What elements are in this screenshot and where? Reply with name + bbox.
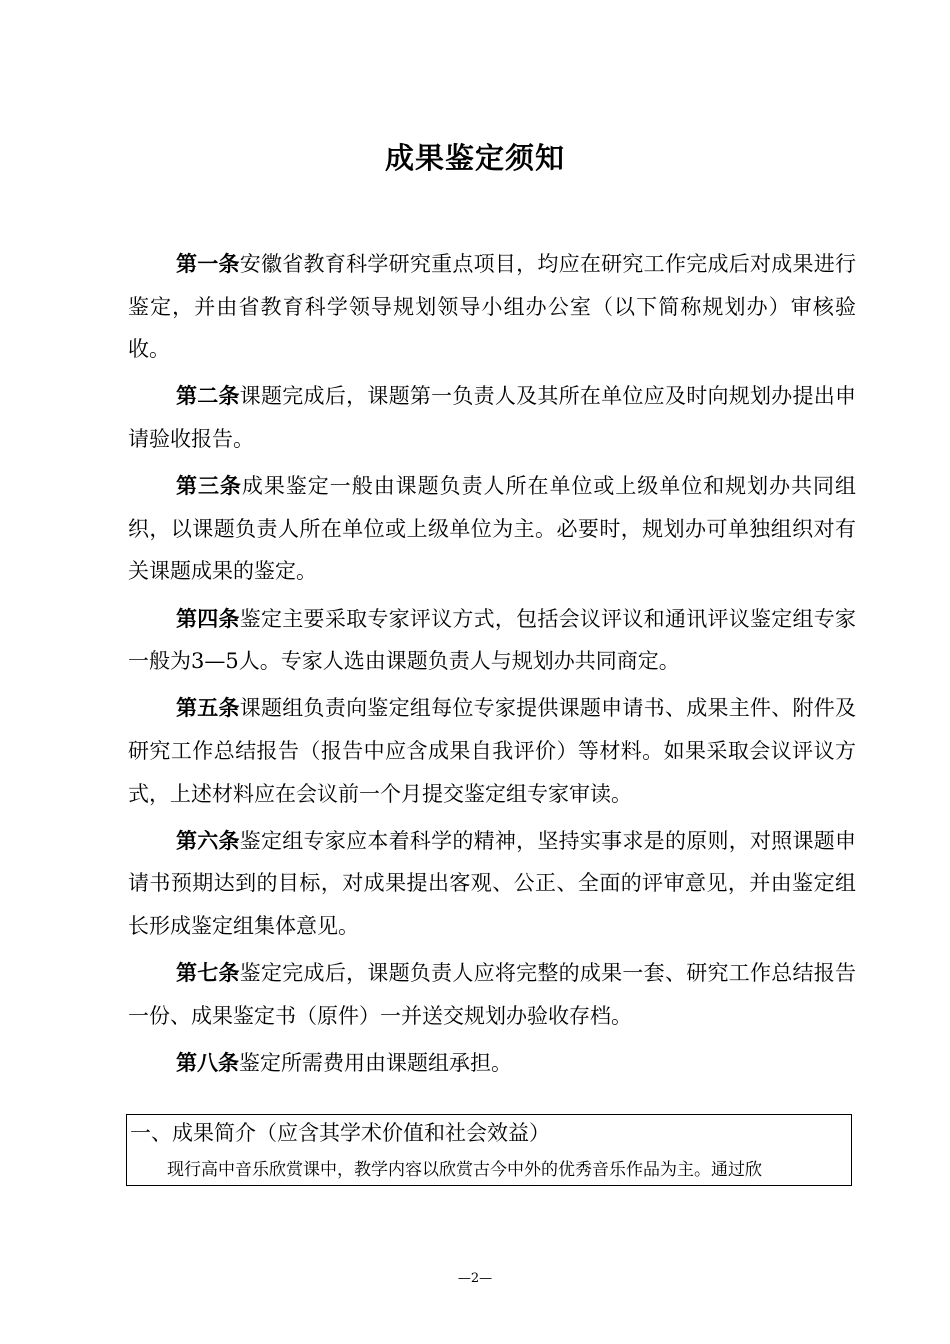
article-6 <box>128 820 856 948</box>
article-label: 第一条 <box>176 252 240 276</box>
article-label: 第二条 <box>176 384 240 409</box>
article-text: 鉴定所需费用由课题组承担。 <box>239 1050 512 1075</box>
article-label: 第六条 <box>176 828 240 853</box>
article-3 <box>128 465 856 593</box>
article-text: 课题组负责向鉴定组每位专家提供课题申请书、成果主件、附件及研究工作总结报告（报告中应含成果自我评价）等材料。如果采取会议评议方式，上述材料应在会议前一个月提交鉴定组专家审读。 <box>128 696 857 806</box>
article-label: 第五条 <box>176 696 240 721</box>
article-label: 第七条 <box>176 961 240 986</box>
summary-heading: 一、成果简介（应含其学术价值和社会效益） <box>130 1121 550 1145</box>
summary-table <box>126 1114 852 1186</box>
article-text: 安徽省教育科学研究重点项目，均应在研究工作完成后对成果进行鉴定，并由省教育科学领导规划领导小组办公室（以下简称规划办）审核验收。 <box>128 252 857 362</box>
article-text: 鉴定主要采取专家评议方式，包括会议评议和通讯评议鉴定组专家一般为3—5人。专家人选由课题负责人与规划办共同商定。 <box>128 606 857 674</box>
article-label: 第四条 <box>176 606 240 631</box>
article-7 <box>128 952 856 1037</box>
page-title: 成果鉴定须知 <box>384 141 565 175</box>
article-label: 第三条 <box>176 474 242 499</box>
article-list <box>128 243 856 1089</box>
article-5 <box>128 687 856 815</box>
article-text: 课题完成后，课题第一负责人及其所在单位应及时向规划办提出申请验收报告。 <box>128 384 857 451</box>
article-text: 鉴定完成后，课题负责人应将完整的成果一套、研究工作总结报告一份、成果鉴定书（原件）一并送交规划办验收存档。 <box>128 961 857 1028</box>
summary-text: 现行高中音乐欣赏课中，教学内容以欣赏古今中外的优秀音乐作品为主。通过欣 <box>167 1160 762 1180</box>
article-8 <box>128 1042 856 1085</box>
article-text: 鉴定组专家应本着科学的精神，坚持实事求是的原则，对照课题申请书预期达到的目标，对成果提出客观、公正、全面的评审意见，并由鉴定组长形成鉴定组集体意见。 <box>128 828 857 938</box>
page-number: —2— <box>457 1271 493 1286</box>
article-text: 成果鉴定一般由课题负责人所在单位或上级单位和规划办共同组织，以课题负责人所在单位或上级单位为主。必要时，规划办可单独组织对有关课题成果的鉴定。 <box>128 474 857 584</box>
article-label: 第八条 <box>176 1050 239 1075</box>
article-2 <box>128 375 856 460</box>
article-1 <box>128 243 856 371</box>
article-4 <box>128 598 856 683</box>
